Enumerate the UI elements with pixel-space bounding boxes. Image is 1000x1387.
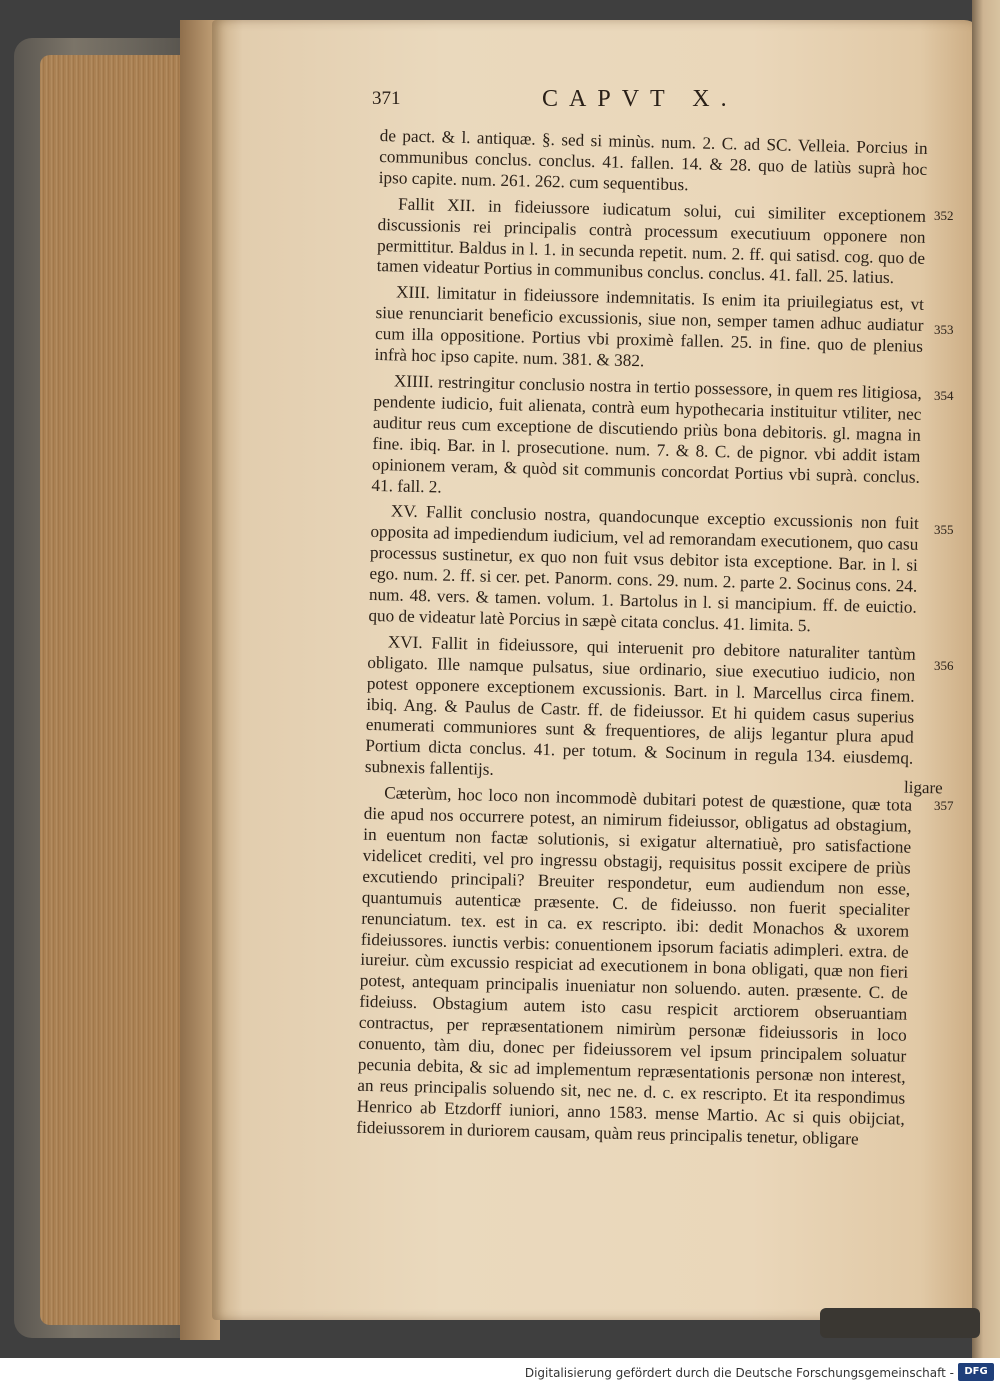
- paragraph: de pact. & l. antiquæ. §. sed si minùs. num. 2. C. ad SC. Velleia. Porcius in communibus conclus. conclus. 41. fallen. 14. & 28. quo de latiùs suprà hoc ipso capite. num. 261. 262. cum sequentibus.: [378, 126, 928, 195]
- footer-bar: [0, 1358, 1000, 1387]
- margin-number: 357: [934, 798, 954, 813]
- margin-number: 353: [934, 322, 954, 337]
- running-title: CAPVT X.: [542, 86, 738, 112]
- paragraph: XIIII. restringitur conclusio nostra in tertio possessore, in quem res litigiosa, pendente iudicio, fuit alienata, contrà eum hypothecaria instituitur vtiliter, nec auditur reus cum exceptione de discutiendo priùs bona debitoris. gl. magna in fine. ibiq. Bar. in l. prosecutione. num. 7. & 8. C. de pignor. vbi addit istam opinionem veram, & quòd sit communis concordat Portius vbi suprà. conclus. 41. fall. 2.: [371, 371, 923, 497]
- body-text: [356, 126, 928, 1156]
- catchword: ligare: [903, 777, 943, 798]
- paragraph: XVI. Fallit in fideiussore, qui interuenit pro debitore naturaliter tantùm obligato. Ille namque pulsatus, siue ordinario, siue executiuo iudicio, non potest opponere exceptionem excussionis. Bart. in l. Marcellus circa finem. ibiq. Ang. & Paulus de Castr. ff. de fideiussor. Et hi quidem casus superius enumerati communiores sunt & frequentiores, de alijs legantur plura apud Portium dicta conclus. 41. per totum. & Socinum in regula 134. eiusdemq. subnexis fallentijs.: [364, 632, 916, 780]
- paragraph: XV. Fallit conclusio nostra, quandocunque exceptio excussionis non fuit opposita ad impediendum iudicium, vel ad remorandam executionem, quo casu processus sustinetur, ex quo non fuit vsus debitor ista exceptione. Bar. in l. si ego. num. 2. ff. si cer. pet. Panorm. cons. 29. num. 2. parte 2. Socinus cons. 24. num. 48. vers. & tamen. volum. 1. Bartolus in l. si mancipium. ff. de euictio. quo de videatur latè Porcius in sæpè citata conclus. 41. limita. 5.: [368, 501, 920, 636]
- dfg-logo: DFG: [958, 1363, 994, 1381]
- book-clasp: [820, 1308, 980, 1338]
- margin-number: 352: [934, 208, 954, 223]
- facing-page-edge: [972, 0, 1000, 1358]
- margin-numbers: [934, 200, 970, 820]
- funding-credit: Digitalisierung gefördert durch die Deutsche Forschungsgemeinschaft -: [524, 1366, 954, 1380]
- page-number: 371: [372, 88, 401, 109]
- paragraph: Fallit XII. in fideiussore iudicatum solui, cui similiter exceptionem discussionis rei principalis contrà processum executiuum opponere non permittitur. Baldus in l. 1. in secunda repetit. num. 2. ff. qui satisd. cog. quo de tamen videatur Portius in communibus conclus. conclus. 41. fall. 25. latius.: [376, 194, 927, 288]
- page-header: [372, 88, 932, 118]
- paragraph: XIII. limitatur in fideiussore indemnitatis. Is enim ita priuilegiatus est, vt siue renunciarit beneficio excussionis, siue non, semper tamen adhuc audiatur cum illa oppositione. Portius vbi proximè fallen. 25. in fine. quo de plenius infrà hoc ipso capite. num. 381. & 382.: [374, 282, 925, 371]
- margin-number: 354: [934, 388, 954, 403]
- paragraph: Cæterùm, hoc loco non incommodè dubitari potest de quæstione, quæ tota die apud nos occurrere potest, an nimirum fideiussor, obligatus ad obstagium, in euentum non factæ solutionis, si exigatur alternatiuè, pro satisfactione videlicet crediti, vel pro ingressu obstagij, requisitus possit excipere de priùs excutiendo principali? Breuiter respondetur, eum audiendum non esse, quantumuis autenticæ præsente. C. de fideiusso. non fuerit specialiter renunciatum. tex. est in ca. ex rescripto. ibi: dedit Monachos & uxorem fideiussores. iunctis verbis: conuentionem ipsorum faciatis adimpleri. extra. de iureiur. cùm excussio respiciat ad executionem in bona obligati, quæ non fieri potest, antequam principalis inueniatur non soluendo. auten. præsente. C. de fideiuss. Obstagium autem isto casu respicit arctiorem obseruantiam contractus, per repræsentationem nimirùm personæ fideiussoris in loco conuento, tàm diu, donec per fideiussorem vel ipsum principalem soluatur pecunia debita, & sic ad implementum repræsentationis personæ non interest, an reus principalis soluendo sit, nec ne. d. c. ex rescripto. Et ita respondimus Henrico ab Etzdorff iuniori, anno 1583. mense Martio. Ac si quis obijciat, fideiussorem in duriorem causam, quàm reus principalis tenetur, obligare: [356, 783, 913, 1149]
- margin-number: 355: [934, 522, 954, 537]
- margin-number: 356: [934, 658, 954, 673]
